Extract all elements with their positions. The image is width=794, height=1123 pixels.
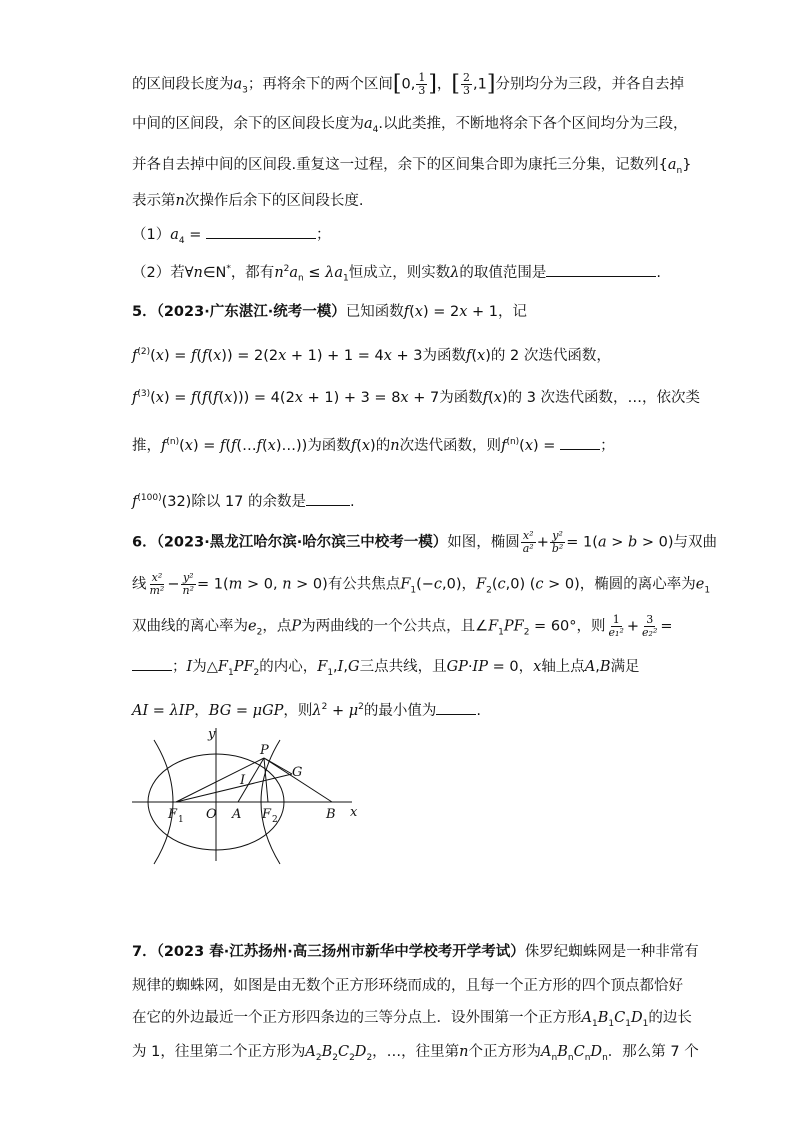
p7-line4: 为 1，往里第二个正方形为$A_2B_2C_2D_2$，…，往里第n个正方形为$A_nB_nC_nD_n$．那么第 7 个 [132, 1044, 699, 1063]
label-a: A [232, 807, 242, 822]
p5-line3: $f^{(3)}(x) = f(f(f(x))) = 4(2x + 1) + 3 = 8x + 7$为函数f(x)的 3 次迭代函数，…，依次类 [132, 389, 701, 406]
p7-line2: 规律的蜘蛛网，如图是由无数个正方形环绕而成的，且每一个正方形的四个顶点都恰好 [132, 978, 683, 994]
p6-line5: AI = λIP，BG = μGP，则$\lambda^2 + \mu^2$的最小值为 . [132, 697, 481, 721]
label-y: y [208, 727, 216, 742]
label-f2: F [262, 807, 272, 822]
p6-line4: ；I为$\triangle F_1PF_2$的内心，$F_1,I,G$三点共线，且GP·IP = 0，x轴上点A,B满足 [132, 656, 640, 683]
p7-line1: 7．（2023 春·江苏扬州·高三扬州市新华中学校考开学考试）侏罗纪蜘蛛网是一种非常有 [132, 944, 699, 960]
label-b: B [326, 807, 336, 822]
answer-blank-2 [546, 262, 656, 277]
label-p: P [260, 743, 269, 758]
answer-blank-3 [560, 435, 600, 450]
p4-line2: 中间的区间段，余下的区间段长度为$a_4$.以此类推，不断地将余下各个区间均分为三段， [132, 116, 688, 135]
p4-line4: 表示第n次操作后余下的区间段长度. [132, 193, 364, 209]
p7-line3: 在它的外边最近一个正方形四条边的三等分点上．设外围第一个正方形$A_1B_1C_1D_1$的边长 [132, 1010, 692, 1029]
p4-q1: $(1)a_4$ = ； [132, 224, 331, 251]
answer-blank-5 [132, 656, 172, 671]
label-o: O [206, 807, 217, 822]
p5-line4: 推，$f^{(n)}(x)$ = f(f(…f(x)…))为函数f(x)的n次迭代函数，则$f^{(n)}(x)$ = ； [132, 432, 615, 456]
p5-line2: $f^{(2)}(x) = f(f(x)) = 2(2x + 1) + 1 = 4x + 3$为函数f(x)的 2 次迭代函数， [132, 347, 611, 364]
p6-line3: 双曲线的离心率为$e_2$，点P为两曲线的一个公共点，且$\angle F_1PF_2 = 60^\circ$，则 $\frac{1}{\text{e₁²}}$ + $\frac{3}{\text{e₂²}}$ = [132, 613, 673, 639]
label-f2-sub: 2 [272, 815, 278, 825]
p5-line5: $f^{(100)}(32)$除以 17 的余数是 . [132, 488, 355, 512]
answer-blank-4 [306, 491, 350, 506]
answer-blank-6 [436, 700, 476, 715]
label-f1: F [168, 807, 178, 822]
ellipse-hyperbola-figure [130, 726, 370, 866]
label-f1-sub: 1 [178, 815, 184, 825]
answer-blank-1 [206, 224, 316, 239]
p4-line1: 的区间段长度为$a_3$；再将余下的两个区间[0, $\frac{1}{3}$ ]，[ $\frac{2}{3}$ ,1]分别均分为三段，并各自去掉 [132, 71, 684, 97]
label-x: x [350, 805, 358, 820]
p6-line2: 线 $\frac{\text{x²}}{\text{m²}}$ − $\frac{\text{y²}}{\text{n²}}$ = 1(m > 0, n > 0)有公共焦点$F_1(-c,0)$，$F_2(c,0) (c > 0)$，椭圆的离心率为$e_1$ [132, 571, 711, 597]
p5-line1: 5．（2023·广东湛江·统考一模）已知函数f(x) = 2x + 1，记 [132, 304, 527, 320]
label-g: G [292, 765, 303, 780]
p6-line1: 6．（2023·黑龙江哈尔滨·哈尔滨三中校考一模）如图，椭圆 $\frac{\text{x²}}{\text{a²}}$ + $\frac{\text{y²}}{\text{b²}}$ = 1(a > b > 0)与双曲 [132, 529, 718, 555]
p4-line3: 并各自去掉中间的区间段.重复这一过程，余下的区间集合即为康托三分集，记数列$\{a_n\}$ [132, 157, 692, 176]
p4-q2: （2）若∀n∈N*，都有$n^2a_n \le \lambda a_1$恒成立，则实数λ的取值范围是 . [132, 259, 661, 289]
line-f1-g [176, 774, 292, 802]
label-i: I [240, 773, 246, 788]
